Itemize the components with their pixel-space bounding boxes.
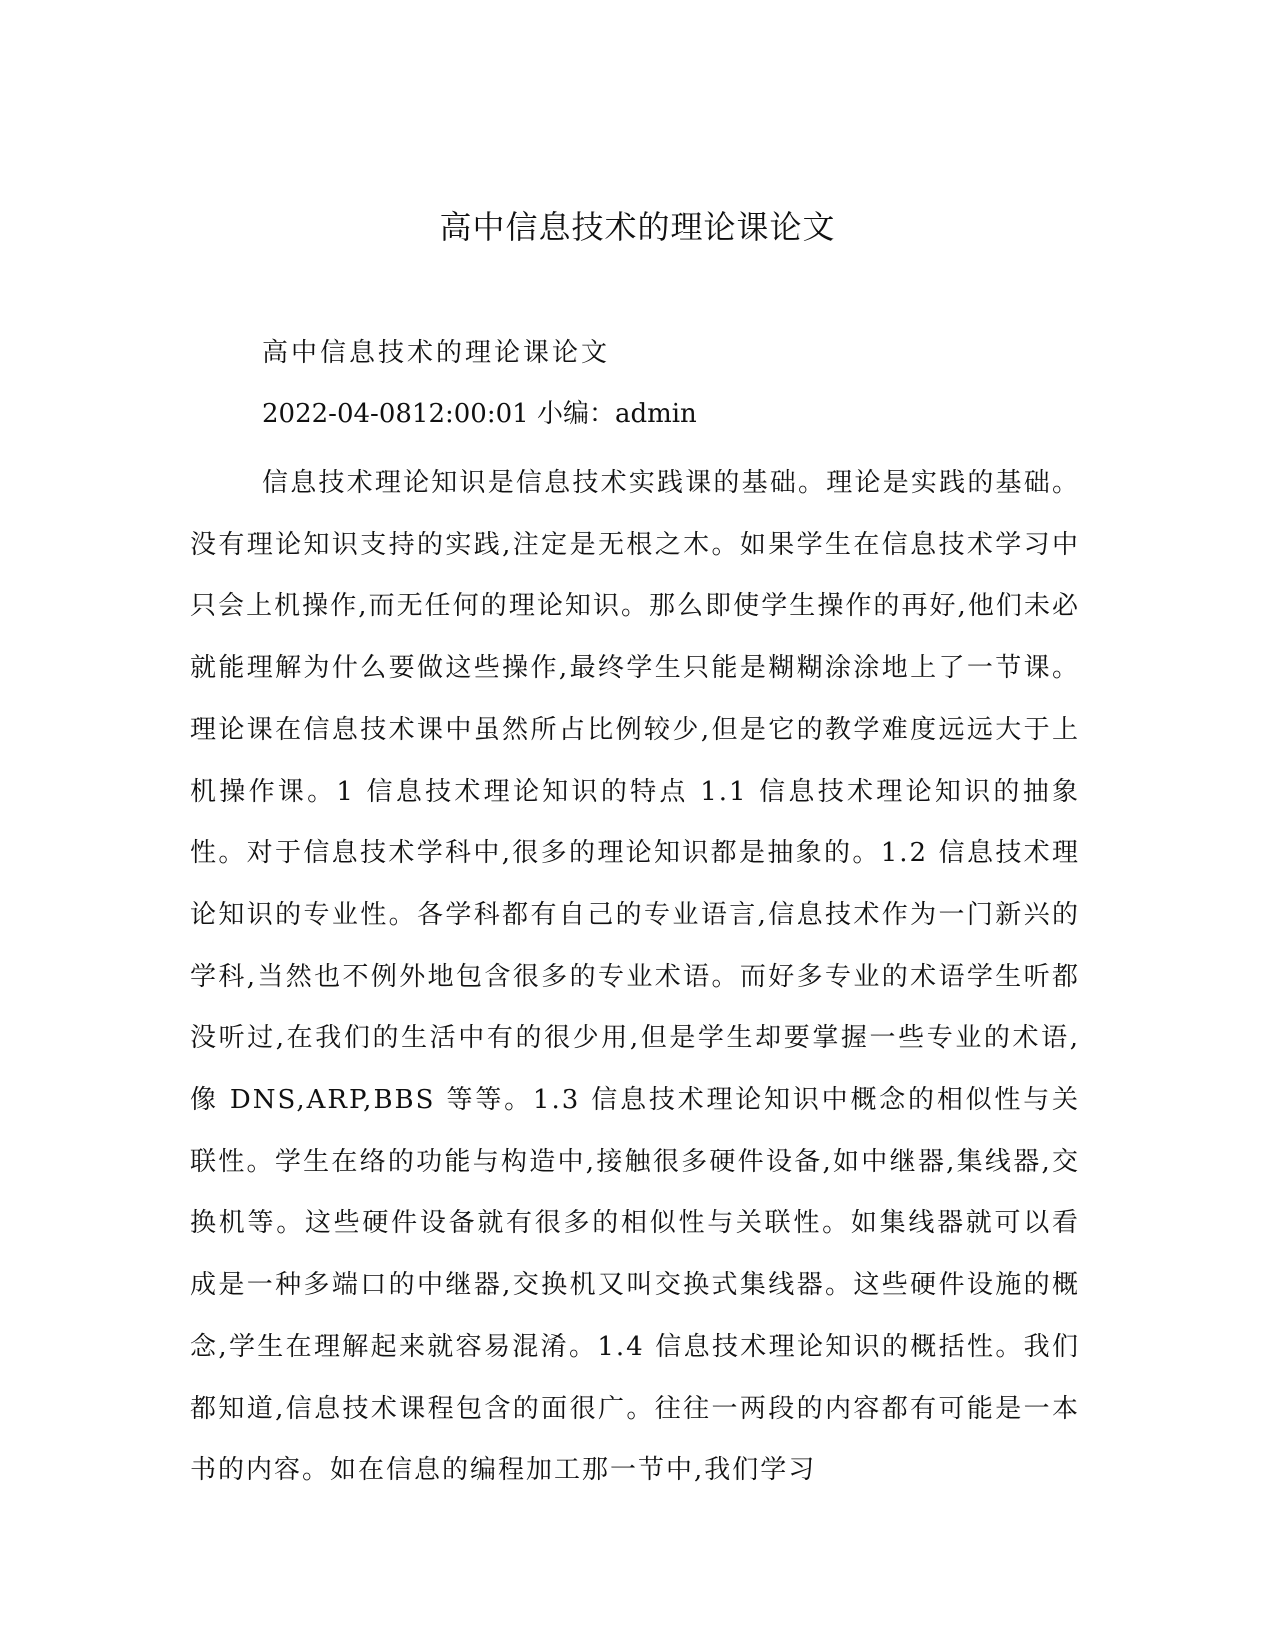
article-body: 信息技术理论知识是信息技术实践课的基础。理论是实践的基础。没有理论知识支持的实践,注定是无根之木。如果学生在信息技术学习中只会上机操作,而无任何的理论知识。那么即使学生操作的再好,他们未必就能理解为什么要做这些操作,最终学生只能是糊糊涂涂地上了一节课。理论课在信息技术课中虽然所占比例较少,但是它的教学难度远远大于上机操作课。1 信息技术理论知识的特点 1.1 信息技术理论知识的抽象性。对于信息技术学科中,很多的理论知识都是抽象的。1.2 信息技术理论知识的专业性。各学科都有自己的专业语言,信息技术作为一门新兴的学科,当然也不例外地包含很多的专业术语。而好多专业的术语学生听都没听过,在我们的生活中有的很少用,但是学生却要掌握一些专业的术语,像 DNS,ARP,BBS 等等。1.3 信息技术理论知识中概念的相似性与关联性。学生在络的功能与构造中,接触很多硬件设备,如中继器,集线器,交换机等。这些硬件设备就有很多的相似性与关联性。如集线器就可以看成是一种多端口的中继器,交换机又叫交换式集线器。这些硬件设施的概念,学生在理解起来就容易混淆。1.4 信息技术理论知识的概括性。我们都知道,信息技术课程包含的面很广。往往一两段的内容都有可能是一本书的内容。如在信息的编程加工那一节中,我们学习 [190,468,1080,1486]
publish-meta: 2022-04-0812:00:01 小编：admin [262,399,697,429]
article-subtitle: 高中信息技术的理论课论文 [262,338,611,368]
page-title: 高中信息技术的理论课论文 [439,208,836,246]
